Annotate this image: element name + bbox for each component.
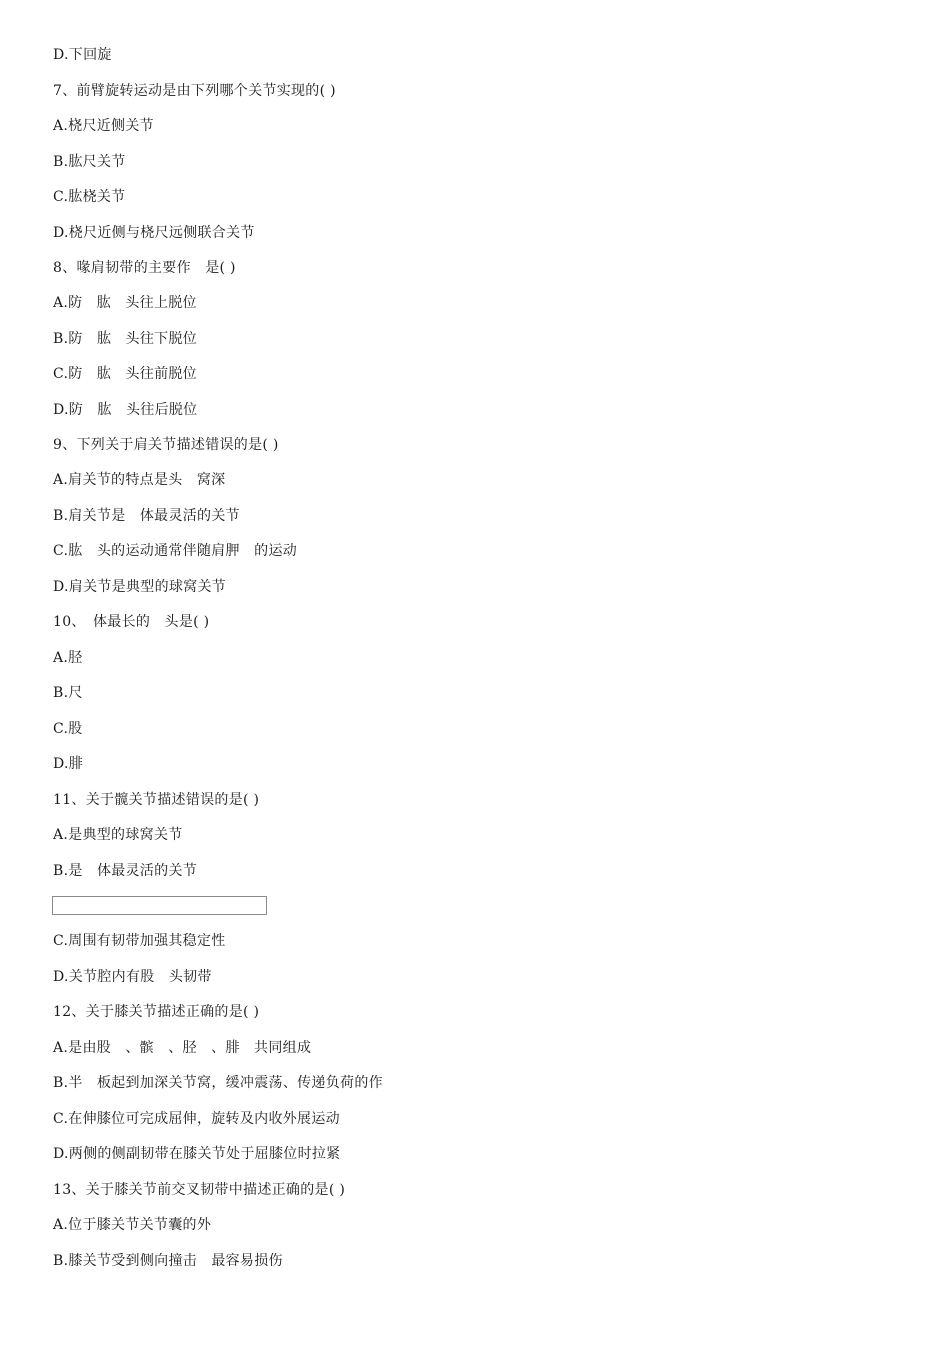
option-7a: A.桡尺近侧关节 [53, 118, 154, 134]
option-12d: D.两侧的侧副韧带在膝关节处于屈膝位时拉紧 [53, 1146, 341, 1162]
option-12c: C.在伸膝位可完成屈伸，旋转及内收外展运动 [53, 1111, 340, 1127]
question-12: 12、关于膝关节描述正确的是( ) [53, 1004, 260, 1020]
option-10b: B.尺 [53, 685, 83, 701]
option-9c: C.肱 头的运动通常伴随肩胛 的运动 [53, 543, 298, 559]
option-8b: B.防 肱 头往下脱位 [53, 331, 198, 347]
option-11a: A.是典型的球窝关节 [53, 827, 183, 843]
option-7c: C.肱桡关节 [53, 189, 126, 205]
option-13b: B.膝关节受到侧向撞击 最容易损伤 [53, 1253, 283, 1269]
question-10: 10、 体最长的 头是( ) [53, 614, 210, 630]
option-11d: D.关节腔内有股 头韧带 [53, 969, 212, 985]
option-10c: C.股 [53, 721, 83, 737]
option-12b: B.半 板起到加深关节窝，缓冲震荡、传递负荷的作 [53, 1075, 383, 1091]
question-9: 9、下列关于肩关节描述错误的是( ) [53, 437, 279, 453]
option-10d: D.腓 [53, 756, 84, 772]
option-12a: A.是由股 、髌 、胫 、腓 共同组成 [53, 1040, 312, 1056]
option-8c: C.防 肱 头往前脱位 [53, 366, 197, 382]
question-11: 11、关于髋关节描述错误的是( ) [53, 792, 260, 808]
option-9b: B.肩关节是 体最灵活的关节 [53, 508, 240, 524]
option-7d: D.桡尺近侧与桡尺远侧联合关节 [53, 225, 255, 241]
option-7b: B.肱尺关节 [53, 154, 126, 170]
option-8d: D.防 肱 头往后脱位 [53, 402, 198, 418]
option-11b: B.是 体最灵活的关节 [53, 863, 198, 879]
option-6d: D.下回旋 [53, 47, 112, 63]
option-11c: C.周围有韧带加强其稳定性 [53, 933, 226, 949]
option-9a: A.肩关节的特点是头 窝深 [53, 472, 226, 488]
option-13a: A.位于膝关节关节囊的外 [53, 1217, 212, 1233]
option-10a: A.胫 [53, 650, 83, 666]
option-9d: D.肩关节是典型的球窝关节 [53, 579, 227, 595]
option-8a: A.防 肱 头往上脱位 [53, 295, 197, 311]
question-7: 7、前臂旋转运动是由下列哪个关节实现的( ) [53, 83, 336, 99]
blank-field [52, 896, 267, 915]
question-13: 13、关于膝关节前交叉韧带中描述正确的是( ) [53, 1182, 346, 1198]
question-8: 8、喙肩韧带的主要作 是( ) [53, 260, 236, 276]
